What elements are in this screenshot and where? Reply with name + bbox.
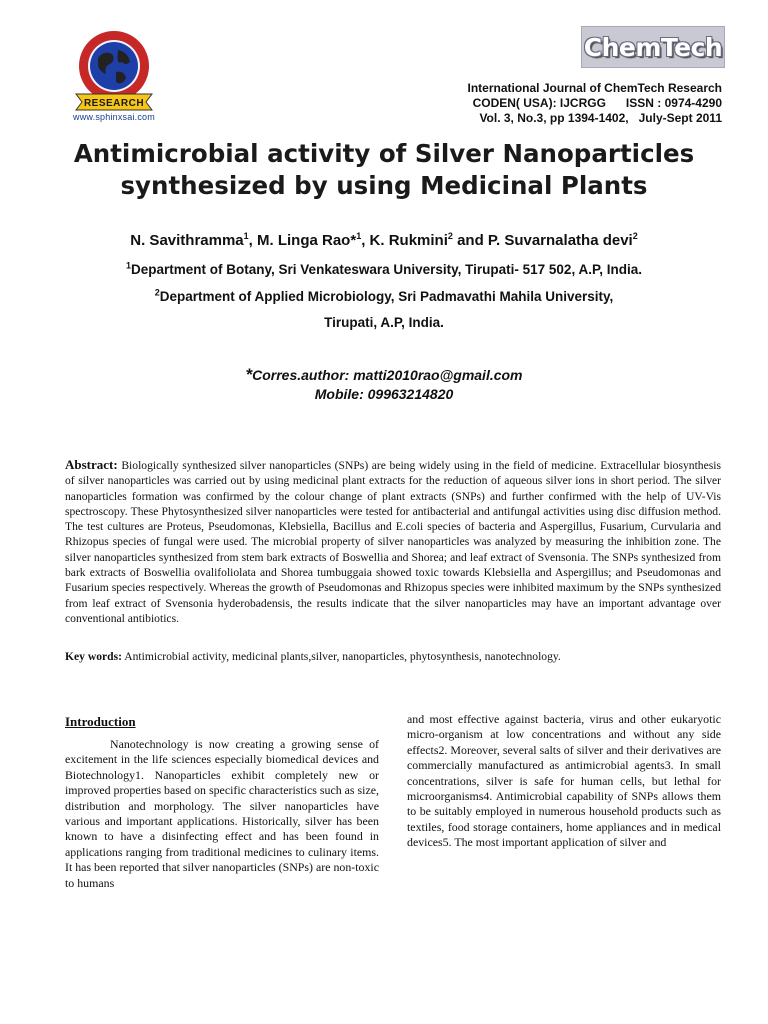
author-list [40, 232, 728, 249]
affiliation-1 [40, 262, 728, 277]
author-affil-sup: 2 [632, 231, 638, 241]
chemtech-badge-text: ChemTech [583, 32, 723, 62]
sphinx-research-logo [66, 28, 162, 124]
corres-email[interactable]: Corres.author: matti2010rao@gmail.com [252, 367, 523, 383]
corres-star: * [245, 365, 253, 384]
author-affil-sup: 1 [243, 231, 249, 241]
intro-paragraph: Nanotechnology is now creating a growing sense of excitement in the life sciences especially biomedical devices and Biotechnology1. Nanoparticles exhibit completely new or improved properties based on specific characteristics such as size, distribution and morphology. The silver nanoparticles have various and important applications. Historically, silver has been known to have a disinfecting effect and has been found in applications ranging from traditional medicines to culinary items. It has been reported that silver nanoparticles (SNPs) are non-toxic to humans [65, 737, 380, 890]
corresponding-author [40, 365, 728, 385]
introduction-heading: Introduction [65, 714, 136, 729]
intro-paragraph-continued: and most effective against bacteria, virus and other eukaryotic micro-organism at low concentrations and without any side effects2. Moreover, several salts of silver and their derivatives are commercially manufactured as antimicrobial agents3. In small concentrations, silver is safe for human cells, but lethal for microorganisms4. Antimicrobial capability of SNPs allows them to be suitably employed in numerous household products such as textiles, food storage containers, home appliances and in medical devices5. The most important application of silver and [407, 712, 721, 850]
author-name: M. Linga Rao* [257, 232, 357, 249]
website-url[interactable]: www.sphinxsai.com [73, 112, 155, 122]
journal-info [420, 81, 722, 126]
intro-right-column [407, 712, 721, 851]
affiliation-sup: 2 [154, 287, 160, 298]
affiliation-sup: 1 [126, 260, 132, 271]
affiliation-2 [40, 289, 728, 304]
chemtech-badge [581, 26, 725, 68]
volume-info: Vol. 3, No.3, pp 1394-1402, July-Sept 2011 [479, 111, 722, 125]
keywords-text: Antimicrobial activity, medicinal plants,silver, nanoparticles, phytosynthesis, nanotechnology. [122, 650, 561, 663]
author-affil-sup: 2 [447, 231, 453, 241]
keywords [65, 649, 721, 664]
abstract-text: Biologically synthesized silver nanoparticles (SNPs) are being widely using in the field of medicine. Extracellular biosynthesis of silver nanoparticles was carried out by using medicinal plant extracts for the reduction of aqueous silver ions in short period. The silver nanoparticles formation was confirmed by the colour change of plant extracts (SNPs) and further confirmed with the help of UV-Vis spectroscopy. These Phytosynthesized silver nanoparticles were tested for antibacterial and antifungal activities using disc diffusion method. The test cultures are Proteus, Pseudomonas, Klebsiella, Bacillus and E.coli species of bacteria and Aspergillus, Fusarium, Curvularia and Rhizopus species of fungal were used. The microbial property of silver nanoparticles was analyzed by measuring the inhibition zone. The silver nanoparticles synthesized from stem bark extracts of Boswellia and Shorea; and leaf extract of Svensonia. The SNPs synthesized from bark extracts of Boswellia ovalifoliolata and Shorea tumbuggaia showed toxic towards Klebsiella and Aspergillus; and Pseudomonas and Fusarium species respectively. Whereas the growth of Pseudomonas and Rhizopus species were inhibited maximum by the SNPs synthesized from leaf extract of Svensonia hyderobadensis, the results indicate that the silver nanoparticles may have an important advantage over conventional antibiotics. [65, 459, 721, 625]
mobile-number: Mobile: 09963214820 [314, 386, 454, 402]
paper-title: Antimicrobial activity of Silver Nanoparticles synthesized by using Medicinal Plants [73, 139, 695, 200]
coden-issn: CODEN( USA): IJCRGG ISSN : 0974-4290 [472, 96, 722, 110]
author-separator: and [452, 232, 488, 249]
affiliation-2-continued: Tirupati, A.P, India. [324, 315, 444, 330]
author-separator: , [248, 232, 258, 249]
author-name: K. Rukmini [369, 232, 448, 249]
affiliation-text: Department of Applied Microbiology, Sri Padmavathi Mahila University, [159, 289, 614, 304]
author-affil-sup: 1 [356, 231, 362, 241]
intro-left-column [65, 737, 379, 891]
author-separator: , [361, 232, 370, 249]
affiliation-text: Department of Botany, Sri Venkateswara University, Tirupati- 517 502, A.P, India. [131, 262, 642, 277]
journal-name: International Journal of ChemTech Research [467, 81, 722, 95]
author-name: P. Suvarnalatha devi [487, 232, 633, 249]
author-name: N. Savithramma [130, 232, 244, 249]
abstract-label: Abstract: [65, 457, 118, 472]
abstract [65, 457, 721, 626]
svg-text:RESEARCH: RESEARCH [83, 98, 145, 109]
keywords-label: Key words: [65, 650, 122, 663]
